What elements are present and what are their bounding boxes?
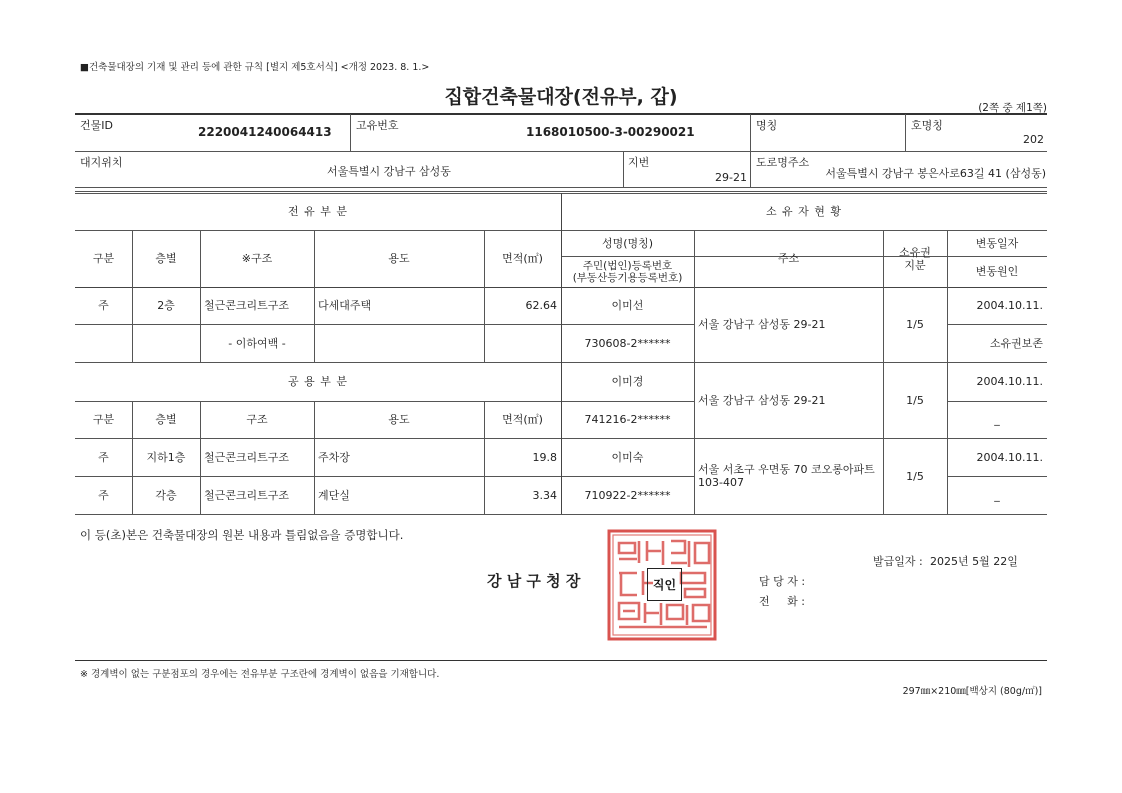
owner-address: 서울 서초구 우면동 70 코오롱아파트 103-407 bbox=[698, 463, 875, 489]
owners-header-name: 성명(명칭) bbox=[601, 236, 654, 250]
exclusive-row-type: 주 bbox=[98, 299, 109, 312]
building-id-value: 2220041240064413 bbox=[198, 125, 332, 139]
info-mid-line bbox=[75, 151, 1047, 152]
exclusive-header-floor: 층별 bbox=[155, 252, 177, 265]
page-title: 집합건축물대장(전유부, 갑) bbox=[444, 86, 678, 108]
owner-name: 이미숙 bbox=[611, 450, 644, 464]
site-value: 서울특별시 강남구 삼성동 bbox=[327, 165, 451, 178]
common-row-structure: 철근콘크리트구조 bbox=[204, 450, 290, 464]
phone-label: 전 화 : bbox=[759, 595, 805, 608]
common-header-floor: 층별 bbox=[155, 413, 177, 426]
table-top-line bbox=[75, 191, 1047, 192]
owners-header-reg: 주민(법인)등록번호 (부동산등기용등록번호) bbox=[572, 259, 683, 284]
footnote: ※ 경계벽이 없는 구분점포의 경우에는 전유부분 구조란에 경계벽이 없음을 기재합니다. bbox=[80, 669, 440, 680]
exclusive-row-structure: 철근콘크리트구조 bbox=[204, 299, 290, 312]
road-label: 도로명주소 bbox=[756, 156, 810, 169]
owner-change-date: 2004.10.11. bbox=[976, 299, 1043, 312]
common-row-floor: 각층 bbox=[155, 488, 177, 502]
owner-share: 1/5 bbox=[906, 469, 924, 483]
info-divider bbox=[750, 152, 751, 187]
exclusive-row-blank-note: - 이하여백 - bbox=[228, 336, 286, 350]
owner-change-date: 2004.10.11. bbox=[976, 375, 1043, 388]
common-row-area: 3.34 bbox=[532, 488, 557, 502]
common-row-structure: 철근콘크리트구조 bbox=[204, 488, 290, 502]
common-header-area: 면적(㎡) bbox=[502, 413, 543, 426]
owner-share: 1/5 bbox=[906, 393, 924, 407]
info-top-border bbox=[75, 113, 1047, 115]
exclusive-row-area: 62.64 bbox=[525, 299, 557, 312]
lot-label: 지번 bbox=[628, 156, 650, 169]
owner-address: 서울 강남구 삼성동 29-21 bbox=[698, 318, 826, 331]
common-row-floor: 지하1층 bbox=[146, 450, 186, 464]
site-label: 대지위치 bbox=[80, 156, 123, 169]
info-divider bbox=[750, 114, 751, 151]
exclusive-row-use bbox=[314, 324, 484, 362]
common-section-title: 공 용 부 분 bbox=[288, 375, 348, 388]
page-indicator: (2쪽 중 제1쪽) bbox=[978, 102, 1047, 114]
owners-section-title: 소 유 자 현 황 bbox=[765, 205, 843, 218]
common-row-use: 계단실 bbox=[318, 488, 350, 502]
common-row-area: 19.8 bbox=[532, 450, 557, 464]
exclusive-header-use: 용도 bbox=[388, 252, 410, 265]
owners-header-share: 소유권 지분 bbox=[899, 245, 931, 272]
owner-reg-no: 710922-2****** bbox=[584, 488, 671, 502]
issue-date: 2025년 5월 22일 bbox=[930, 555, 1018, 568]
common-header-type: 구분 bbox=[92, 413, 115, 426]
common-row-type: 주 bbox=[98, 450, 109, 464]
exclusive-row-floor bbox=[132, 324, 200, 362]
common-header-use: 용도 bbox=[388, 413, 410, 426]
staff-label: 담 당 자 : bbox=[759, 575, 806, 588]
owners-header-address: 주소 bbox=[777, 252, 800, 265]
owner-share: 1/5 bbox=[906, 318, 924, 331]
owner-change-reason: 소유권보존 bbox=[989, 336, 1043, 350]
regulation-text: ■건축물대장의 기재 및 관리 등에 관한 규칙 [별지 제5호서식] <개정 2023. 8. 1.> bbox=[80, 62, 430, 73]
owners-header-change-date: 변동일자 bbox=[975, 236, 1019, 250]
unique-no-value: 1168010500-3-00290021 bbox=[526, 125, 695, 139]
paper-spec: 297㎜×210㎜[백상지 (80g/㎡)] bbox=[902, 686, 1042, 697]
owner-change-reason: _ bbox=[994, 488, 1000, 502]
owner-change-date: 2004.10.11. bbox=[976, 450, 1043, 464]
owner-change-reason: _ bbox=[994, 413, 1000, 426]
unique-no-label: 고유번호 bbox=[356, 119, 399, 132]
exclusive-row-floor: 2층 bbox=[157, 299, 175, 312]
certification-text: 이 등(초)본은 건축물대장의 원본 내용과 틀림없음을 증명합니다. bbox=[80, 528, 404, 542]
issuing-office: 강 남 구 청 장 bbox=[487, 572, 581, 590]
lot-value: 29-21 bbox=[715, 171, 747, 184]
road-value: 서울특별시 강남구 봉은사로63길 41 (삼성동) bbox=[825, 167, 1046, 180]
table-bottom-line bbox=[75, 514, 1047, 515]
owner-reg-no: 741216-2****** bbox=[584, 413, 671, 426]
info-bottom-line bbox=[75, 187, 1047, 188]
exclusive-row-area bbox=[484, 324, 561, 362]
building-id-label: 건물ID bbox=[80, 119, 113, 132]
owners-header-change-reason: 변동원인 bbox=[975, 265, 1019, 278]
official-stamp-label: 직인 bbox=[647, 568, 682, 601]
unit-name-value: 202 bbox=[1023, 133, 1044, 146]
owner-name: 이미경 bbox=[611, 375, 644, 388]
common-header-structure: 구조 bbox=[246, 413, 268, 426]
exclusive-row-type bbox=[75, 324, 132, 362]
exclusive-header-area: 면적(㎡) bbox=[502, 252, 543, 265]
info-divider bbox=[350, 114, 351, 151]
owner-address: 서울 강남구 삼성동 29-21 bbox=[698, 393, 826, 407]
exclusive-header-structure: ※구조 bbox=[241, 252, 273, 265]
exclusive-header-type: 구분 bbox=[92, 252, 115, 265]
footer-line bbox=[75, 660, 1047, 661]
exclusive-row-use: 다세대주택 bbox=[318, 299, 372, 312]
owner-reg-no: 730608-2****** bbox=[584, 336, 671, 350]
info-divider bbox=[623, 152, 624, 187]
issue-date-label: 발급일자 : bbox=[873, 555, 923, 568]
common-row-type: 주 bbox=[98, 488, 109, 502]
unit-name-label: 호명칭 bbox=[911, 119, 943, 132]
info-divider bbox=[905, 114, 906, 151]
exclusive-section-title: 전 유 부 분 bbox=[288, 205, 348, 218]
owner-name: 이미선 bbox=[611, 299, 644, 312]
name-label: 명칭 bbox=[756, 119, 778, 132]
common-row-use: 주차장 bbox=[318, 450, 350, 464]
